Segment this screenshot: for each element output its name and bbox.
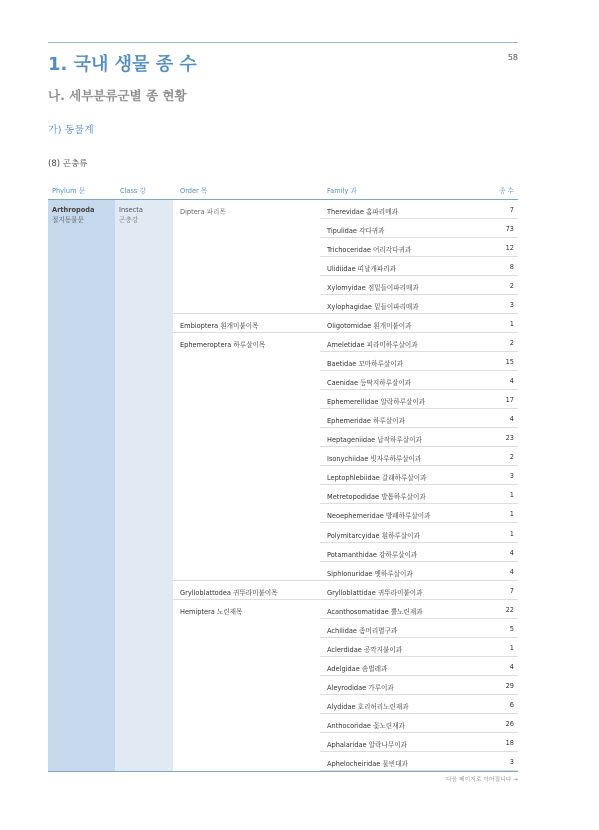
section-heading: 가) 동물계 [48, 125, 94, 136]
family-name: Ameletidae 피라미하루살이과 [327, 341, 418, 350]
order-divider [173, 313, 320, 314]
species-count: 18 [505, 738, 514, 747]
species-count: 15 [505, 358, 514, 367]
species-count: 22 [505, 605, 514, 614]
species-count: 4 [509, 662, 514, 671]
order-name: Grylloblattodea 귀뚜라미붙이목 [180, 588, 278, 597]
family-name: Xylophagidae 밑들이파리매과 [327, 303, 419, 312]
header-order: Order 목 [180, 187, 208, 195]
table-row [320, 581, 518, 600]
family-name: Aphelocheiridae 물빈대과 [327, 759, 408, 768]
table-row [320, 543, 518, 562]
table-row [320, 219, 518, 238]
phylum-cell [48, 200, 115, 771]
species-count: 1 [509, 529, 514, 538]
table-row [320, 504, 518, 523]
family-name: Neoephemeridae 방패하루살이과 [327, 512, 431, 521]
family-name: Alydidae 호리허리노린재과 [327, 702, 409, 711]
subsection-heading: (8) 곤충류 [48, 159, 88, 169]
species-count: 12 [505, 244, 514, 253]
species-count: 17 [505, 396, 514, 405]
table-row [320, 714, 518, 733]
species-count: 3 [509, 472, 514, 481]
species-count: 26 [505, 719, 514, 728]
family-name: Adelgidae 솜벌레과 [327, 664, 388, 673]
class-name-en: Insecta [119, 206, 143, 214]
species-count: 1 [509, 320, 514, 329]
table-row [320, 314, 518, 333]
table-row [320, 485, 518, 504]
species-count: 1 [509, 510, 514, 519]
family-name: Ulidiidae 띠날개파리과 [327, 265, 396, 274]
family-name: Achilidae 좀머리멸구과 [327, 626, 398, 635]
family-name: Xylomyidae 점밑들이파리매과 [327, 284, 419, 293]
table-row [320, 619, 518, 638]
family-name: Heptageniidae 납작하루살이과 [327, 436, 422, 445]
family-name: Polymitarcyidae 흰하루살이과 [327, 531, 420, 540]
family-name: Baetidae 꼬마하루살이과 [327, 360, 404, 369]
family-name: Potamanthidae 강하루살이과 [327, 550, 418, 559]
species-count: 5 [509, 624, 514, 633]
family-name: Oligotomidae 흰개미붙이과 [327, 322, 412, 331]
species-count: 2 [509, 339, 514, 348]
table-row [320, 352, 518, 371]
species-count: 7 [509, 206, 514, 214]
family-name: Ephemeridae 하루살이과 [327, 417, 405, 426]
page-title: 1. 국내 생물 종 수 [48, 54, 197, 75]
species-count: 4 [509, 567, 514, 576]
species-count: 2 [509, 282, 514, 291]
species-count: 4 [509, 377, 514, 386]
species-count: 3 [509, 757, 514, 766]
family-name: Siphlonuridae 옛하루살이과 [327, 569, 413, 578]
table-row [320, 276, 518, 295]
table-row [320, 295, 518, 314]
family-name: Metretopodidae 발톱하루살이과 [327, 493, 426, 502]
header-count: 종 수 [499, 187, 514, 195]
family-name: Aphalaridae 알락나무이과 [327, 740, 407, 749]
phylum-name-ko: 절지동물문 [52, 216, 84, 224]
header-phylum: Phylum 문 [52, 187, 85, 195]
species-count: 1 [509, 643, 514, 652]
table-row [320, 371, 518, 390]
species-count: 23 [505, 434, 514, 443]
table-row [320, 676, 518, 695]
top-rule [48, 42, 518, 43]
table-row [320, 257, 518, 276]
table-row [320, 524, 518, 543]
family-name: Ephemerellidae 알락하루살이과 [327, 398, 426, 407]
family-name: Aleyrodidae 가루이과 [327, 683, 394, 692]
species-count: 73 [505, 225, 514, 234]
table-row [320, 409, 518, 428]
species-count: 29 [505, 681, 514, 690]
species-table [48, 178, 518, 771]
table-row [320, 733, 518, 752]
species-count: 6 [509, 700, 514, 709]
species-count: 4 [509, 415, 514, 424]
bottom-rule [48, 771, 518, 772]
family-name: Caenidae 등딱지하루살이과 [327, 379, 412, 388]
class-name-ko: 곤충강 [119, 216, 139, 224]
order-divider [173, 580, 320, 581]
family-name: Grylloblattidae 귀뚜라미붙이과 [327, 588, 423, 597]
family-name: Trichoceridae 어리각다귀과 [327, 246, 412, 255]
order-name: Diptera 파리목 [180, 208, 226, 216]
table-row [320, 466, 518, 485]
table-row [320, 638, 518, 657]
species-count: 1 [509, 491, 514, 500]
family-name: Therevidae 홈파리매과 [327, 208, 398, 216]
family-name: Aclerdidae 공깍지붙이과 [327, 645, 403, 654]
table-row [320, 447, 518, 466]
order-name: Embioptera 흰개미붙이목 [180, 322, 259, 331]
family-name: Anthocoridae 꽃노린재과 [327, 721, 405, 730]
table-row [320, 428, 518, 447]
species-count: 2 [509, 453, 514, 462]
page-number: 58 [507, 53, 518, 62]
species-count: 8 [509, 263, 514, 272]
order-divider [173, 332, 320, 333]
continuation-note: 다음 페이지로 이어집니다 → [446, 777, 518, 783]
family-name: Isonychiidae 빗자루하루살이과 [327, 455, 422, 464]
order-name: Ephemeroptera 하루살이목 [180, 341, 266, 350]
species-count: 3 [509, 301, 514, 310]
family-name: Acanthosomatidae 뿔노린재과 [327, 607, 423, 616]
phylum-name-en: Arthropoda [52, 206, 95, 214]
family-name: Tipulidae 각다귀과 [327, 227, 385, 236]
table-row [320, 238, 518, 257]
table-row [320, 752, 518, 771]
header-class: Class 강 [120, 187, 146, 195]
table-row [320, 657, 518, 676]
table-row [320, 600, 518, 619]
table-row [320, 200, 518, 219]
table-row [320, 695, 518, 714]
class-cell [115, 200, 173, 771]
species-count: 4 [509, 548, 514, 557]
page-subtitle: 나. 세부분류군별 종 현황 [48, 88, 187, 103]
table-header [48, 178, 518, 200]
order-divider [173, 599, 320, 600]
table-row [320, 562, 518, 581]
order-name: Hemiptera 노린재목 [180, 607, 243, 616]
header-family: Family 과 [327, 187, 357, 195]
species-count: 7 [509, 586, 514, 595]
family-name: Leptophlebiidae 갈래하루살이과 [327, 474, 427, 483]
table-row [320, 333, 518, 352]
table-row [320, 390, 518, 409]
